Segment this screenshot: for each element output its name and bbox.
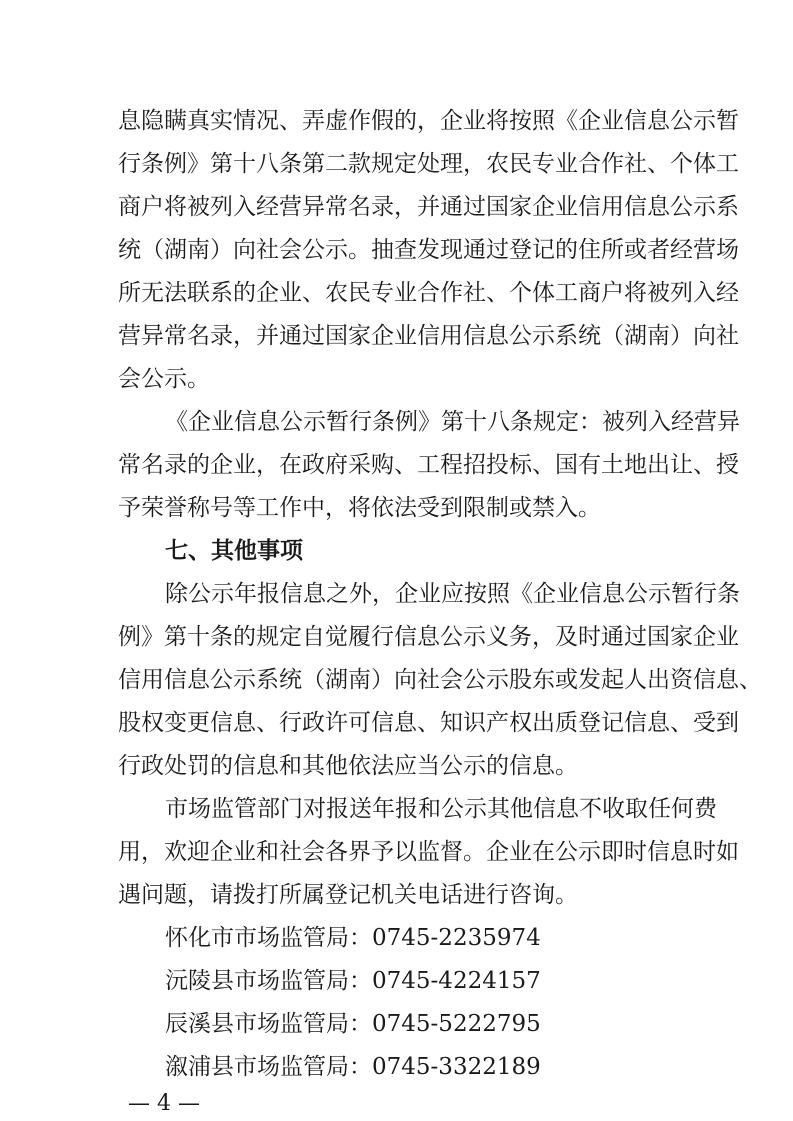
contact-phone: 0745-3322189 [372,1054,541,1080]
contact-phone: 0745-2235974 [372,925,541,951]
paragraph-line: 商户将被列入经营异常名录，并通过国家企业信用信息公示系 [118,194,739,220]
contact-office: 辰溪县市场监管局： [165,1011,372,1037]
paragraph-line: 市场监管部门对报送年报和公示其他信息不收取任何费 [165,796,717,822]
contact-office: 沅陵县市场监管局： [165,968,372,994]
contact-office: 怀化市市场监管局： [165,925,372,951]
paragraph-line: 会公示。 [118,366,210,392]
paragraph-line: 所无法联系的企业、农民专业合作社、个体工商户将被列入经 [118,280,739,306]
paragraph-line: 除公示年报信息之外，企业应按照《企业信息公示暂行条 [165,581,740,607]
paragraph-line: 息隐瞒真实情况、弄虚作假的，企业将按照《企业信息公示暂 [118,108,739,134]
contact-row [165,1047,541,1087]
contact-row [165,918,541,958]
page-number: — 4 — [128,1091,200,1116]
paragraph-line: 统（湖南）向社会公示。抽查发现通过登记的住所或者经营场 [118,237,739,263]
paragraph-line: 遇问题，请拨打所属登记机关电话进行咨询。 [118,882,578,908]
contact-row [165,1004,541,1044]
paragraph-line: 予荣誉称号等工作中，将依法受到限制或禁入。 [118,495,601,521]
paragraph-line: 行政处罚的信息和其他依法应当公示的信息。 [118,753,578,779]
paragraph-line: 例》第十条的规定自觉履行信息公示义务，及时通过国家企业 [118,624,739,650]
contact-office: 溆浦县市场监管局： [165,1054,372,1080]
contact-row [165,961,541,1001]
paragraph-line: 股权变更信息、行政许可信息、知识产权出质登记信息、受到 [118,710,739,736]
paragraph-line: 《企业信息公示暂行条例》第十八条规定：被列入经营异 [165,409,740,435]
paragraph-line: 行条例》第十八条第二款规定处理，农民专业合作社、个体工 [118,151,739,177]
paragraph-line: 用，欢迎企业和社会各界予以监督。企业在公示即时信息时如 [118,839,739,865]
section-heading: 七、其他事项 [165,537,303,564]
paragraph-line: 信用信息公示系统（湖南）向社会公示股东或发起人出资信息、 [118,667,762,693]
paragraph-line: 常名录的企业，在政府采购、工程招投标、国有土地出让、授 [118,452,739,478]
contact-phone: 0745-4224157 [372,968,541,994]
contact-phone: 0745-5222795 [372,1011,541,1037]
paragraph-line: 营异常名录，并通过国家企业信用信息公示系统（湖南）向社 [118,323,739,349]
